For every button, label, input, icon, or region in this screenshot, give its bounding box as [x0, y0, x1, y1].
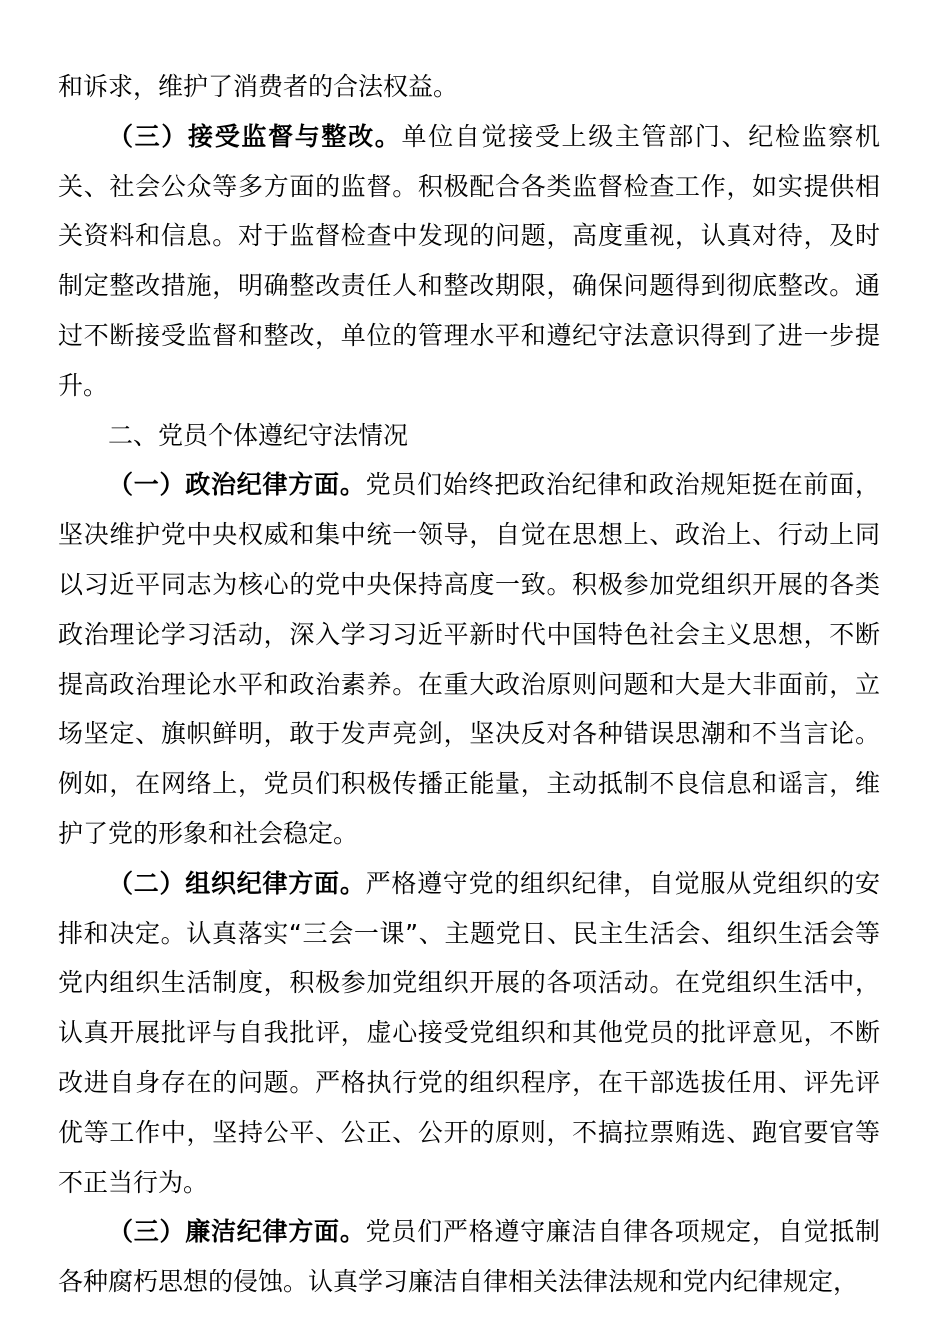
document-page: [58, 62, 880, 1307]
paragraph-lead-heading: （一）政治纪律方面。: [108, 470, 366, 500]
paragraph-text: 和诉求，维护了消费者的合法权益。: [58, 72, 459, 101]
paragraph-text: 单位自觉接受上级主管部门、纪检监察机关、社会公众等多方面的监督。积极配合各类监督检查工作，如实提供相关资料和信息。对于监督检查中发现的问题，高度重视，认真对待，及时制定整改措施，明确整改责任人和整改期限，确保问题得到彻底整改。通过不断接受监督和整改，单位的管理水平和遵纪守法意识得到了进一步提升。: [58, 121, 880, 400]
paragraph-text: 党员们严格遵守廉洁自律各项规定，自觉抵制各种腐朽思想的侵蚀。认真学习廉洁自律相关法律法规和党内纪律规定，: [58, 1217, 880, 1297]
paragraph-lead-heading: （二）组织纪律方面。: [108, 868, 366, 898]
paragraph-text: 党员们始终把政治纪律和政治规矩挺在前面，坚决维护党中央权威和集中统一领导，自觉在思想上、政治上、行动上同以习近平同志为核心的党中央保持高度一致。积极参加党组织开展的各类政治理论学习活动，深入学习习近平新时代中国特色社会主义思想，不断提高政治理论水平和政治素养。在重大政治原则问题和大是大非面前，立场坚定、旗帜鲜明，敢于发声亮剑，坚决反对各种错误思潮和不当言论。例如，在网络上，党员们积极传播正能量，主动抵制不良信息和谣言，维护了党的形象和社会稳定。: [58, 470, 880, 848]
paragraph-supervision-rectification: [58, 112, 880, 411]
paragraph-political-discipline: [58, 460, 880, 858]
paragraph-text: 严格遵守党的组织纪律，自觉服从党组织的安排和决定。认真落实“三会一课”、主题党日、民主生活会、组织生活会等党内组织生活制度，积极参加党组织开展的各项活动。在党组织生活中，认真开展批评与自我批评，虚心接受党组织和其他党员的批评意见，不断改进自身存在的问题。严格执行党的组织程序，在干部选拔任用、评先评优等工作中，坚持公平、公正、公开的原则，不搞拉票贿选、跑官要官等不正当行为。: [58, 868, 880, 1197]
paragraph-lead-heading: （三）廉洁纪律方面。: [108, 1217, 366, 1247]
paragraph-lead-heading: （三）接受监督与整改。: [108, 121, 402, 151]
paragraph-organizational-discipline: [58, 859, 880, 1208]
paragraph-integrity-discipline: [58, 1207, 880, 1307]
paragraph-continuation: [58, 62, 880, 112]
section-heading-text: 二、党员个体遵纪守法情况: [108, 420, 409, 450]
section-heading: [58, 411, 880, 461]
